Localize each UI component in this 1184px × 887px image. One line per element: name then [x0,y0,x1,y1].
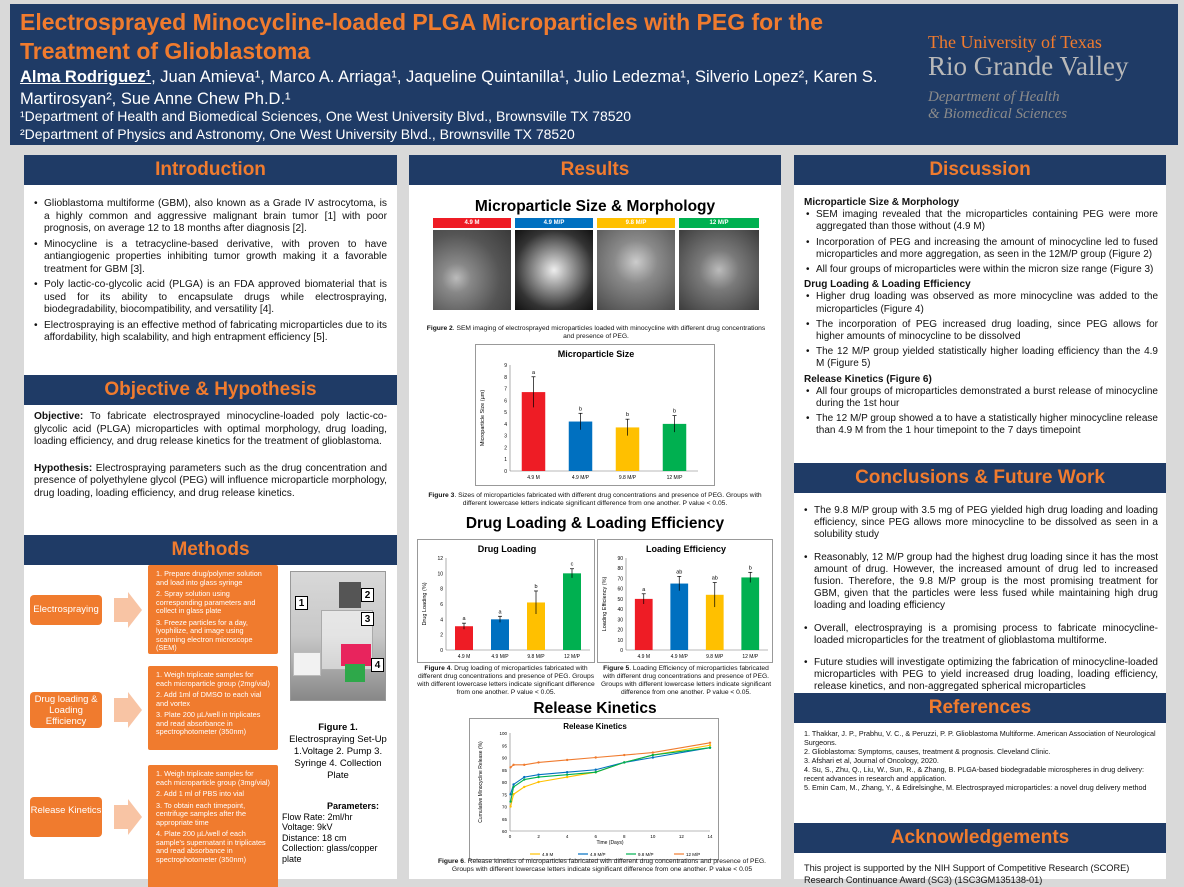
significance-letter: c [570,561,574,568]
significance-letter: b [672,408,677,415]
loading-efficiency-chart [597,539,773,663]
photo-number: 2 [361,588,374,602]
methods-body [24,565,397,887]
data-point [509,805,511,807]
reference-item: 1. Thakkar, J. P., Prabhu, V. C., & Peruzzi, P. P. Glioblastoma Multiforme. American Association of Neurological Surgeons. [804,729,1156,747]
x-tick-label: 4.9 M/P [571,475,590,481]
y-tick-label: 20 [617,627,623,634]
discussion-list-3 [804,386,1158,438]
data-point [566,773,568,775]
drug-loading-chart [417,539,595,663]
x-tick-label: 9.8 M/P [706,654,724,660]
param-collection: Collection: glass/copper plate [282,843,378,864]
data-point [509,800,511,802]
param-distance: Distance: 18 cm [282,832,347,843]
logo-line-4: & Biomedical Sciences [928,106,1068,122]
electrospraying-setup-photo [290,571,386,701]
y-tick-label: 7 [504,386,507,393]
method-step: 2. Add 1 ml of PBS into vial [156,789,245,798]
introduction-bullet: • Glioblastoma multiforme (GBM), also known as a Grade IV astrocytoma, is a highly common and aggressive malignant brain tumor [1] with poor prognosis, on average 12 to 18 months after diagnosis [2]. [32,198,387,236]
data-point [709,744,711,746]
x-tick-label: 2 [537,834,540,839]
y-axis-label: Loading Efficiency (%) [602,576,608,632]
data-point [566,776,568,778]
university-logo [928,32,1148,123]
bar [635,599,653,650]
hypothesis-paragraph [34,463,387,501]
significance-letter: a [531,369,536,376]
reference-item: 2. Glioblastoma: Symptoms, causes, treatment & prognosis. Cleveland Clinic. [804,747,1051,756]
conclusion-bullet: • Future studies will investigate optimizing the fabrication of minocycline-loaded microparticles with PEG to yield increased drug loading, loading efficiency, release kinetics, and non-aggregated spherical microparticles [802,657,1158,694]
introduction-bullet: • Electrospraying is an effective method of fabricating microparticles due to its affordability, high scalability, and high entrapment efficiency [5]. [32,320,387,345]
significance-letter: ab [676,569,683,576]
method-label-release-kinetics: Release Kinetics [30,797,102,837]
sem-image-4-9mp [515,230,593,310]
data-point [652,751,654,753]
param-flow-rate: Flow Rate: 2ml/hr [282,811,353,822]
y-axis-label: Microparticle Size (µm) [480,389,486,447]
y-tick-label: 90 [501,755,507,761]
data-point [566,771,568,773]
figure-1-caption [286,722,390,782]
bar [455,626,473,650]
introduction-body [24,185,397,375]
data-point [537,761,539,763]
method-step: 1. Weigh triplicate samples for each microparticle group (3mg/vial) [156,769,270,787]
significance-letter: ab [711,575,718,582]
right-column [794,155,1166,885]
photo-number: 3 [361,612,374,626]
x-tick-label: 10 [650,834,656,839]
author-list [20,66,920,110]
conclusions-list [802,505,1158,694]
objective-paragraph [34,411,387,449]
discussion-subheading: Release Kinetics (Figure 6) [804,373,932,385]
objective-body [24,405,397,535]
poster-title: Electrosprayed Minocycline-loaded PLGA Microparticles with PEG for the Treatment of Glioblastoma [20,9,824,64]
significance-letter: a [498,609,502,616]
method-label-electrospraying: Electrospraying [30,595,102,625]
figure-2-label: Figure 2 [426,325,453,332]
y-tick-label: 100 [499,731,507,736]
acknowledgements-text: This project is supported by the NIH Support of Competitive Research (SCORE) Research Continuance Award (SC3) (1SC3GM135138-01) [804,863,1130,885]
y-tick-label: 6 [440,602,443,608]
x-tick-label: 12 M/P [742,654,759,660]
x-tick-label: 4 [565,834,569,839]
discussion-bullet: • Higher drug loading was observed as more minocycline was added to the microparticles (Figure 4) [804,291,1158,315]
references-heading: References [794,693,1166,723]
data-point [523,778,525,780]
drug-loading-steps [148,666,278,750]
results-column [409,155,781,879]
photo-number: 1 [295,596,308,610]
parameters-block [282,801,394,864]
x-tick-label: 12 M/P [564,654,580,660]
y-tick-label: 10 [437,571,443,578]
bar [491,619,509,650]
significance-letter: b [578,406,583,413]
arrow-shaft-2 [114,698,128,722]
discussion-bullet: • SEM imaging revealed that the microparticles containing PEG were more aggregated than those without (4.9 M) [804,209,1158,233]
left-column [24,155,397,879]
data-point [595,756,597,758]
poster-header [10,4,1178,145]
significance-letter: a [462,616,466,623]
y-tick-label: 5 [504,410,507,417]
x-tick-label: 9.8 M/P [527,654,545,660]
y-tick-label: 60 [617,586,623,593]
x-tick-label: 4.9 M [527,475,540,481]
pump-shape [339,582,361,608]
figure-6-caption [437,858,767,874]
figure-3-label: Figure 3 [428,492,455,499]
conclusion-bullet: • Overall, electrospraying is a promising process to fabricate minocycline-loaded microparticles for the treatment of glioblastoma multiforme. [802,623,1158,647]
legend-label: 12 M/P [686,852,701,857]
logo-line-1: The University of Texas [928,32,1102,52]
x-tick-label: 8 [623,834,626,839]
discussion-subheading: Microparticle Size & Morphology [804,197,960,208]
size-morphology-heading: Microparticle Size & Morphology [474,198,716,215]
data-point [509,766,511,768]
figure-3-caption [425,492,765,508]
y-tick-label: 1 [504,457,507,464]
reference-item: 4. Su, S., Zhu, Q., Liu, W., Sun, R., & Zhang, B. PLGA-based biodegradable microspheres in drug delivery: recent advances in research and application. [804,765,1144,783]
x-tick-label: 4.9 M/P [670,654,688,660]
y-axis-label: Cumulative Minocycline Release (%) [478,741,484,823]
loading-efficiency-svg [598,540,774,664]
x-tick-label: 4.9 M/P [491,654,509,660]
method-step: 2. Add 1ml of DMSO to each vial and vortex [156,690,262,708]
bar [741,577,759,650]
x-tick-label: 14 [707,834,713,839]
discussion-bullet: • All four groups of microparticles were within the micron size range (Figure 3) [804,264,1158,276]
objective-heading: Objective & Hypothesis [24,375,397,405]
method-step: 3. Freeze particles for a day, lyophilize, and image using scanning electron microscope (SEM) [156,617,253,652]
arrow-shaft-3 [114,805,128,829]
figure-4-caption [417,665,595,697]
data-point [566,759,568,761]
logo-line-2: Rio Grande Valley [928,51,1129,81]
y-tick-label: 12 [437,556,443,562]
collection-plate-shape [341,644,371,666]
discussion-bullet: • All four groups of microparticles demonstrated a burst release of minocycline during the 1st hour [804,386,1158,410]
y-tick-label: 70 [501,804,507,810]
affiliation-1: ¹Department of Health and Biomedical Sciences, One West University Blvd., Brownsville TX 78520 [20,108,632,124]
reference-item: 3. Afshari et al, Journal of Oncology, 2020. [804,756,939,765]
data-point [652,756,654,758]
sem-image-4-9m [433,230,511,310]
conclusions-heading: Conclusions & Future Work [794,463,1166,493]
chart-title: Microparticle Size [557,349,635,359]
objective-text: To fabricate electrosprayed minocycline-loaded poly lactic-co-glycolic acid (PLGA) microparticles with optimal morphology, drug loading, loading efficiency, and drug release kinetics for the treatment of glioblastoma. [34,411,387,447]
bar [670,584,688,650]
method-step: 1. Weigh triplicate samples for each microparticle group (2mg/vial) [156,670,270,688]
y-tick-label: 85 [501,767,507,773]
y-tick-label: 75 [501,792,507,798]
affiliation-2: ²Department of Physics and Astronomy, One West University Blvd., Brownsville TX 78520 [20,126,575,142]
photo-number: 4 [371,658,384,672]
series-line [511,748,710,795]
sem-label: 4.9 M [433,218,511,228]
sem-label: 9.8 M/P [597,218,675,228]
bar [563,573,581,650]
introduction-heading: Introduction [24,155,397,185]
method-step: 1. Prepare drug/polymer solution and load into glass syringe [156,569,262,587]
y-tick-label: 6 [504,398,507,405]
y-tick-label: 40 [617,607,623,614]
sem-image-12mp [679,230,759,310]
data-point [537,773,539,775]
significance-letter: b [748,565,752,572]
objective-label: Objective: [34,411,84,422]
chart-title: Loading Efficiency [645,544,727,554]
data-point [537,781,539,783]
y-tick-label: 30 [617,617,623,624]
legend-label: 9.8 M/P [638,852,654,857]
parameters-title: Parameters: [326,801,380,811]
introduction-bullet: • Poly lactic-co-glycolic acid (PLGA) is an FDA approved biomaterial that is used for its ability to encapsulate drugs while electrospraying, biodegradability, biocompatibility, and versatility [4]. [32,279,387,317]
introduction-bullet: • Minocycline is a tetracycline-based derivative, with proven to have antiangiogenic properties inhibiting tumor growth making it a favorable treatment for GBM [3]. [32,239,387,277]
results-heading: Results [409,155,781,185]
hypothesis-text: Electrospraying parameters such as the drug concentration and presence of polyethylene glycol (PEG) will influence microparticle morphology, drug loading, loading efficiency, and drug release kinetics. [34,462,387,499]
chart-title: Drug Loading [477,544,537,554]
figure-6-label: Figure 6 [437,858,464,865]
significance-letter: b [534,583,538,590]
discussion-subheading: Drug Loading & Loading Efficiency [804,279,971,291]
figure-1-text: Electrospraying Set-Up 1.Voltage 2. Pump 3. Syringe 4. Collection Plate [289,734,387,781]
y-tick-label: 80 [501,780,507,785]
electrospraying-steps [148,565,278,654]
data-point [523,786,525,788]
x-tick-label: 0 [508,834,512,839]
discussion-bullet: • The 12 M/P group yielded statistically higher loading efficiency than the 4.9 M (Figure 5) [804,346,1158,370]
discussion-list-2 [804,291,1158,370]
references-list [804,729,1158,792]
figure-5-label: Figure 5 [603,665,630,672]
figure-5-text: . Loading Efficiency of microparticles fabricated with different drug concentrations and presence of PEG. Groups with different lowercase letters indicate significant difference from one another. P value < 0.05. [600,665,772,696]
references-body [794,723,1166,823]
x-tick-label: 6 [594,834,597,839]
y-tick-label: 95 [501,743,507,749]
x-tick-label: 9.8 M/P [618,475,637,481]
series-line [511,743,710,768]
data-point [595,769,597,771]
param-voltage: Voltage: 9kV [282,822,333,832]
release-kinetics-chart [469,718,719,860]
discussion-bullet: • The incorporation of PEG increased drug loading, since PEG allows for higher amounts of minocycline to be dissolved [804,319,1158,343]
y-tick-label: 3 [504,433,507,440]
arrow-shaft-1 [114,598,128,622]
release-kinetics-steps [148,765,278,887]
figure-3-text: . Sizes of microparticles fabricated with different drug concentrations and presence of PEG. Groups with different lowercase letters indicate significant difference from one another. P value < 0.05. [454,492,762,507]
x-tick-label: 4.9 M [637,654,651,660]
author-names: , Juan Amieva¹, Marco A. Arriaga¹, Jaqueline Quintanilla¹, Julio Ledezma¹, Silverio Lopez², Karen S. Martirosyan², Sue Anne Chew Ph.D.¹ [20,68,878,108]
y-tick-label: 4 [440,617,443,624]
figure-6-text: . Release kinetics of microparticles fabricated with different drug concentrations and presence of PEG. Groups with different lowercase letters indicate significant difference from one another. P value < 0.05 [451,858,767,873]
sem-label: 4.9 M/P [515,218,593,228]
stand-shape [345,664,365,682]
y-tick-label: 10 [617,637,623,644]
y-tick-label: 0 [620,648,623,654]
sem-label: 12 M/P [679,218,759,228]
x-tick-label: 12 M/P [666,475,683,481]
y-tick-label: 2 [504,445,507,452]
x-tick-label: 4.9 M [457,654,471,660]
discussion-bullet: • Incorporation of PEG and increasing the amount of minocycline led to fused microparticles and more aggregation, as seen in the 12M/P group (Figure 2) [804,237,1158,261]
discussion-body [794,185,1166,463]
arrow-icon [128,692,142,728]
data-point [623,761,625,763]
hypothesis-label: Hypothesis: [34,462,93,474]
y-tick-label: 2 [440,632,443,639]
series-line [511,745,710,806]
figure-1-title: Figure 1. [318,722,358,733]
microparticle-size-chart [475,344,715,486]
significance-letter: a [642,586,646,593]
y-tick-label: 9 [504,363,507,369]
y-tick-label: 90 [617,556,623,562]
x-tick-label: 12 [678,834,684,839]
data-point [623,754,625,756]
figure-2-text: . SEM imaging of electrosprayed microparticles loaded with minocycline with different drug concentrations and presence of PEG. [452,325,766,340]
discussion-heading: Discussion [794,155,1166,185]
discussion-bullet: • The 12 M/P group showed a to have a statistically higher minocycline release than 4.9 M from the 1 hour timepoint to the 7 days timepoint [804,413,1158,437]
y-tick-label: 80 [617,566,623,573]
arrow-icon [128,592,142,628]
introduction-list [32,198,387,345]
drug-loading-heading: Drug Loading & Loading Efficiency [465,515,725,532]
data-point [537,776,539,778]
data-point [652,754,654,756]
figure-4-label: Figure 4 [424,665,451,672]
sem-image-panel [433,218,761,313]
methods-heading: Methods [24,535,397,565]
data-point [709,742,711,744]
microparticle-size-svg [476,345,716,487]
y-tick-label: 8 [504,374,507,381]
x-axis-label: Time (Days) [596,840,624,846]
figure-4-text: . Drug loading of microparticles fabricated with different drug concentrations and presence of PEG. Groups with different lowercase letters indicate significant difference from one another. P value < 0.05. [417,665,595,696]
chart-title: Release Kinetics [563,722,627,731]
reference-item: 5. Emin Cam, M., Zhang, Y., & Edirelsinghe, M. Electrosprayed microparticles: a novel drug delivery method [804,783,1147,792]
release-kinetics-svg [470,719,720,861]
figure-2-caption [421,325,771,341]
power-supply-shape [293,652,321,676]
y-tick-label: 0 [440,648,443,654]
data-point [523,764,525,766]
y-tick-label: 4 [504,421,507,428]
conclusions-body [794,493,1166,693]
figure-5-caption [599,665,773,697]
arrow-icon [128,799,142,835]
method-step: 3. Plate 200 µL/well in triplicates and read absorbance in spectrophotometer (350nm) [156,710,261,736]
release-kinetics-heading: Release Kinetics [533,700,657,717]
acknowledgements-heading: Acknowledgements [794,823,1166,853]
y-tick-label: 65 [501,816,507,822]
legend-label: 4.9 M [542,852,554,857]
drug-loading-svg [418,540,596,664]
sem-image-9-8mp [597,230,675,310]
y-tick-label: 70 [617,576,623,583]
y-tick-label: 0 [504,469,507,475]
discussion-list-1 [804,209,1158,276]
method-label-drug-loading: Drug loading & Loading Efficiency [30,692,102,728]
method-step: 3. To obtain each timepoint, centrifuge samples after the appropriate time [156,800,247,827]
legend-label: 4.9 M/P [590,852,606,857]
data-point [595,771,597,773]
significance-letter: b [625,412,630,419]
y-tick-label: 50 [617,596,623,603]
data-point [709,747,711,749]
data-point [523,776,525,778]
method-step: 2. Spray solution using corresponding parameters and collect in glass plate [156,589,256,615]
method-step: 4. Plate 200 µL/well of each sample's supernatant in triplicates and read absorbance in spectrophotometer (350nm) [156,829,266,864]
data-point [512,786,514,788]
y-tick-label: 60 [501,829,507,834]
logo-line-3: Department of Health [928,89,1060,105]
y-tick-label: 8 [440,586,443,593]
data-point [512,783,514,785]
y-axis-label: Drug Loading (%) [422,582,428,626]
presenter-name: Alma Rodriguez¹ [20,68,152,86]
conclusion-bullet: • The 9.8 M/P group with 3.5 mg of PEG yielded high drug loading and loading efficiency, since PEG allows more minocycline to be dissolved as seen in a solubility study [802,505,1158,542]
data-point [512,764,514,766]
conclusion-bullet: • Reasonably, 12 M/P group had the highest drug loading since it has the most amount of drug. However, the increased amount of drug led to increased fusion. Therefore, the 9.8 M/P group is the most promising treatment for GBM, given that the particles were less fused while maintaining high drug loading and loading efficiency [802,552,1158,613]
